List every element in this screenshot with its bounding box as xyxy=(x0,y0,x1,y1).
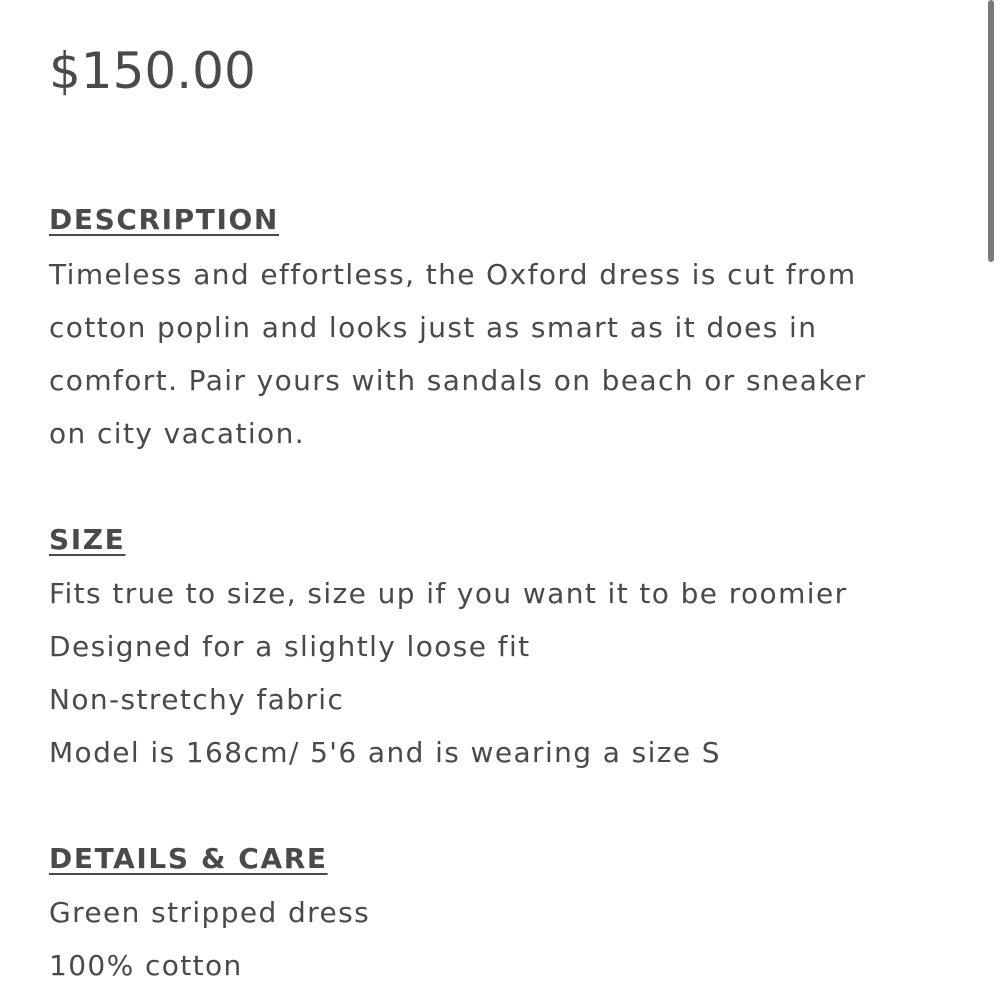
description-text xyxy=(49,248,867,460)
description-line: on city vacation. xyxy=(49,417,306,450)
details-care-line: 100% cotton xyxy=(49,949,243,982)
vertical-scrollbar[interactable] xyxy=(988,0,994,262)
description-line: cotton poplin and looks just as smart as it does in xyxy=(49,311,818,344)
size-line: Model is 168cm/ 5'6 and is wearing a size S xyxy=(49,736,721,769)
description-line: Timeless and effortless, the Oxford dress is cut from xyxy=(49,258,857,291)
description-line: comfort. Pair yours with sandals on beach or sneaker xyxy=(49,364,867,397)
product-price: $150.00 xyxy=(49,42,256,100)
size-heading: SIZE xyxy=(49,523,126,556)
size-line: Designed for a slightly loose fit xyxy=(49,630,531,663)
details-care-list xyxy=(49,886,370,992)
size-list xyxy=(49,567,847,779)
size-line: Fits true to size, size up if you want it to be roomier xyxy=(49,577,848,610)
details-care-heading: DETAILS & CARE xyxy=(49,842,328,875)
description-heading: DESCRIPTION xyxy=(49,203,279,236)
size-line: Non-stretchy fabric xyxy=(49,683,345,716)
details-care-line: Green stripped dress xyxy=(49,896,371,929)
